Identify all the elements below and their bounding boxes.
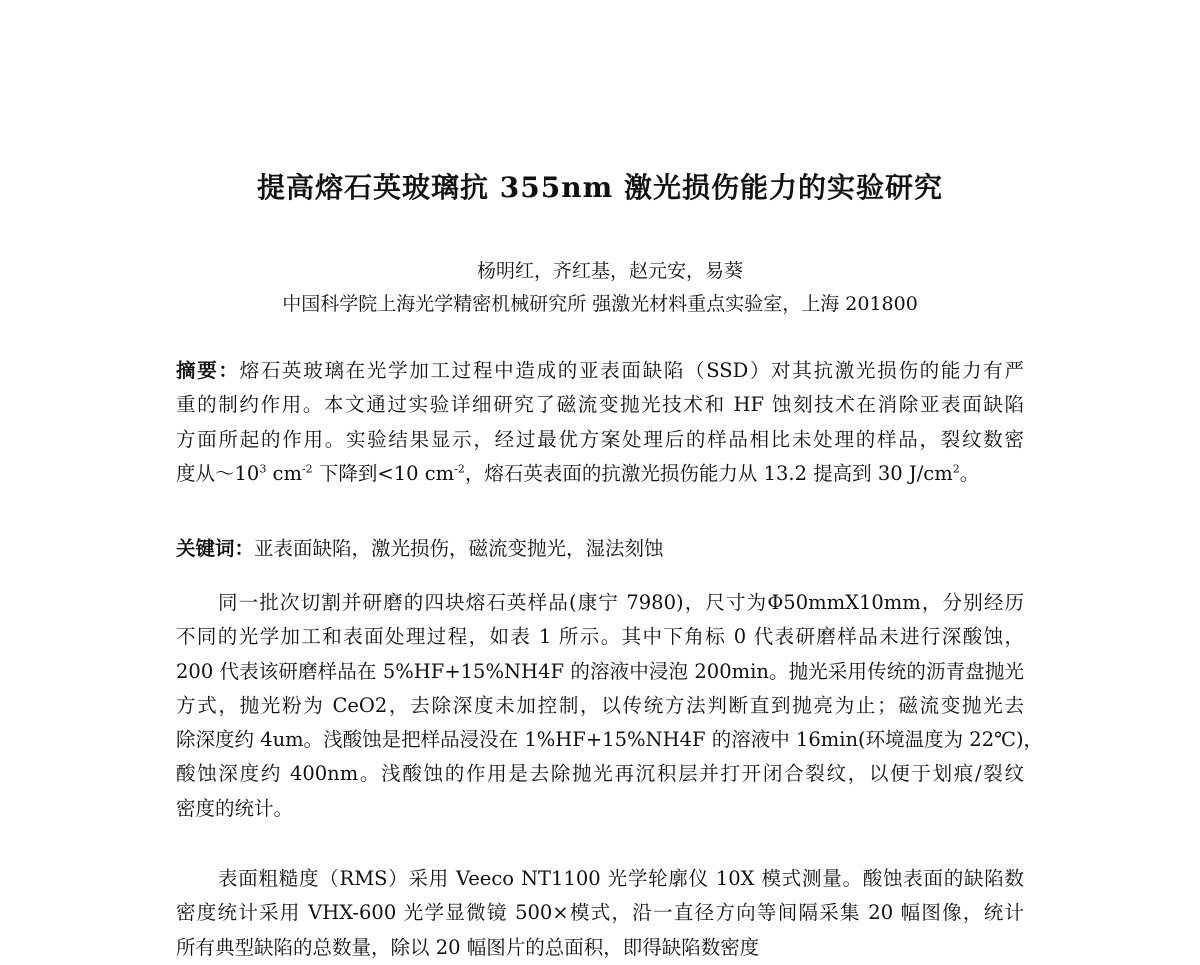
authors: 杨明红，齐红基，赵元安，易葵 (476, 260, 743, 282)
abstract-line: 重的制约作用。本文通过实验详细研究了磁流变抛光技术和 HF 蚀刻技术在消除亚表面缺陷 (176, 393, 1024, 417)
abstract-line (176, 457, 1024, 491)
text: 度从～10 (176, 461, 260, 485)
text: ，熔石英表面的抗激光损伤能力从 13.2 提高到 30 J/cm (464, 461, 953, 485)
paragraph-line: 不同的光学加工和表面处理过程，如表 1 所示。其中下角标 0 代表研磨样品未进行深酸蚀， (176, 625, 1024, 649)
superscript: -2 (301, 462, 313, 476)
text: cm (266, 461, 302, 485)
abstract-line (176, 354, 1024, 388)
paragraph-line: 密度的统计。 (176, 796, 294, 820)
keywords-line (176, 532, 1024, 566)
superscript: 3 (259, 462, 267, 476)
keywords (176, 532, 1024, 566)
paragraph-line: 所有典型缺陷的总数量，除以 20 幅图片的总面积，即得缺陷数密度 (176, 935, 760, 959)
keywords-label: 关键词： (176, 537, 255, 560)
text: 下降到<10 cm (312, 461, 455, 485)
affiliation: 中国科学院上海光学精密机械研究所 强激光材料重点实验室，上海 201800 (282, 293, 918, 315)
superscript: 2 (952, 462, 960, 476)
paragraph-1 (176, 586, 1044, 826)
paragraph-line: 表面粗糙度（RMS）采用 Veeco NT1100 光学轮廓仪 10X 模式测量。酸蚀表面的缺陷数 (218, 867, 1024, 890)
paragraph-line: 200 代表该研磨样品在 5%HF+15%NH4F 的溶液中浸泡 200min。抛光采用传统的沥青盘抛光 (176, 659, 1024, 683)
abstract-line: 方面所起的作用。实验结果显示，经过最优方案处理后的样品相比未处理的样品，裂纹数密 (176, 427, 1024, 451)
paragraph-line: 同一批次切割并研磨的四块熔石英样品(康宁 7980)，尺寸为Φ50mmX10mm，分别经历 (218, 591, 1024, 614)
paragraph-2 (176, 862, 1024, 965)
abstract-label: 摘要： (176, 359, 240, 382)
abstract-text: 熔石英玻璃在光学加工过程中造成的亚表面缺陷（SSD）对其抗激光损伤的能力有严 (239, 359, 1024, 382)
paragraph-line: 方式，抛光粉为 CeO2，去除深度未加控制，以传统方法判断直到抛亮为止；磁流变抛光去 (176, 693, 1024, 717)
paragraph-line: 密度统计采用 VHX-600 光学显微镜 500×模式，沿一直径方向等间隔采集 20 幅图像，统计 (176, 901, 1024, 925)
superscript: -2 (454, 462, 465, 476)
keywords-text: 亚表面缺陷，激光损伤，磁流变抛光，湿法刻蚀 (254, 537, 664, 560)
paragraph-line: 酸蚀深度约 400nm。浅酸蚀的作用是去除抛光再沉积层并打开闭合裂纹，以便于划痕/裂纹 (176, 762, 1024, 786)
text: 。 (959, 461, 980, 485)
abstract (176, 354, 1024, 491)
paragraph-line: 除深度约 4um。浅酸蚀是把样品浸没在 1%HF+15%NH4F 的溶液中 16min(环境温度为 22℃)， (176, 728, 1044, 752)
paper-title: 提高熔石英玻璃抗 355nm 激光损伤能力的实验研究 (257, 171, 943, 204)
